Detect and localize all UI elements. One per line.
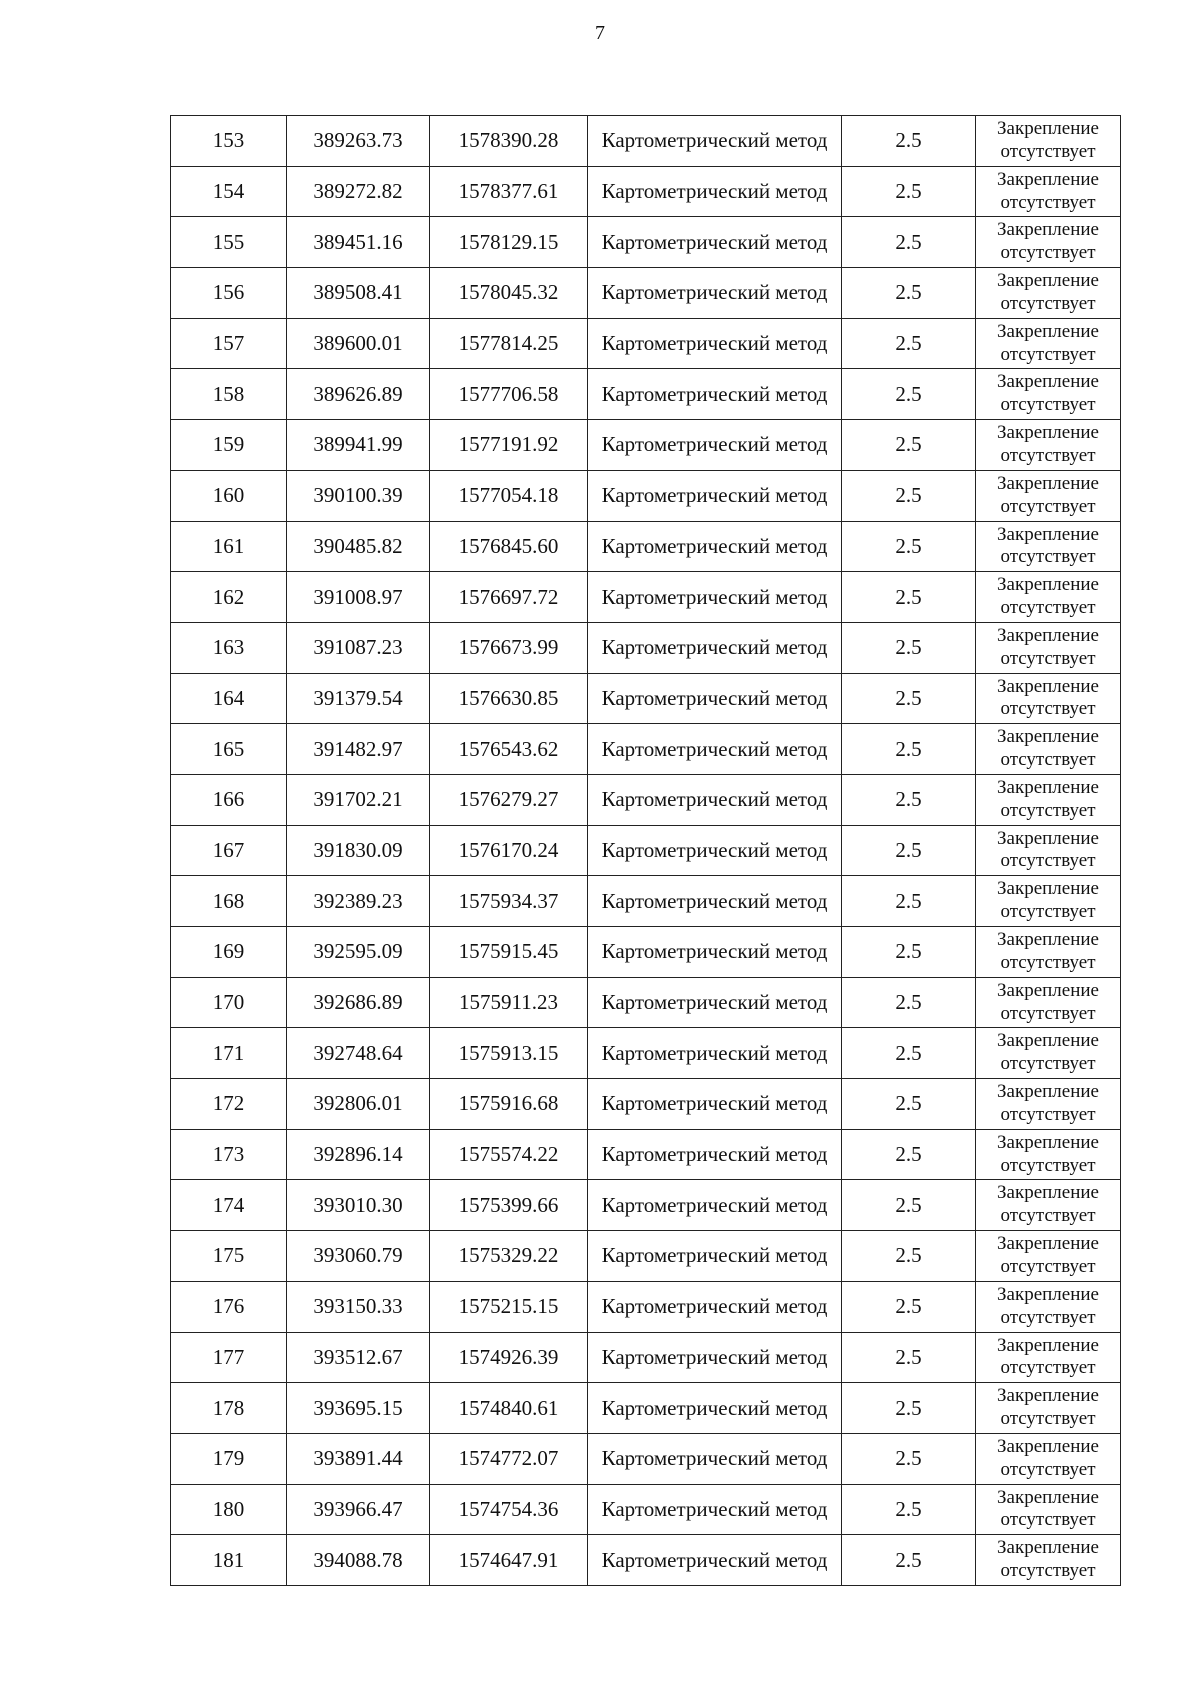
x-coordinate-cell: 393150.33	[287, 1281, 430, 1332]
x-coordinate-cell: 392896.14	[287, 1129, 430, 1180]
point-number-cell: 174	[171, 1180, 287, 1231]
method-cell: Картометрический метод	[588, 166, 842, 217]
point-number-cell: 163	[171, 622, 287, 673]
point-number-cell: 177	[171, 1332, 287, 1383]
note-cell: Закрепление отсутствует	[976, 1028, 1121, 1079]
table-row	[171, 1231, 1121, 1282]
method-cell: Картометрический метод	[588, 521, 842, 572]
note-cell: Закрепление отсутствует	[976, 1281, 1121, 1332]
point-number-cell: 166	[171, 774, 287, 825]
note-cell: Закрепление отсутствует	[976, 420, 1121, 471]
accuracy-cell: 2.5	[842, 1433, 976, 1484]
accuracy-cell: 2.5	[842, 318, 976, 369]
method-cell: Картометрический метод	[588, 977, 842, 1028]
x-coordinate-cell: 391008.97	[287, 572, 430, 623]
accuracy-cell: 2.5	[842, 1028, 976, 1079]
table-row	[171, 1079, 1121, 1130]
note-cell: Закрепление отсутствует	[976, 673, 1121, 724]
table-row	[171, 1484, 1121, 1535]
table-row	[171, 1281, 1121, 1332]
note-cell: Закрепление отсутствует	[976, 1433, 1121, 1484]
method-cell: Картометрический метод	[588, 217, 842, 268]
note-cell: Закрепление отсутствует	[976, 774, 1121, 825]
method-cell: Картометрический метод	[588, 673, 842, 724]
coordinates-table	[170, 115, 1121, 1586]
x-coordinate-cell: 392748.64	[287, 1028, 430, 1079]
point-number-cell: 176	[171, 1281, 287, 1332]
table-row	[171, 724, 1121, 775]
y-coordinate-cell: 1577706.58	[430, 369, 588, 420]
table-row	[171, 420, 1121, 471]
y-coordinate-cell: 1578390.28	[430, 116, 588, 167]
y-coordinate-cell: 1578377.61	[430, 166, 588, 217]
y-coordinate-cell: 1575574.22	[430, 1129, 588, 1180]
method-cell: Картометрический метод	[588, 1383, 842, 1434]
note-cell: Закрепление отсутствует	[976, 318, 1121, 369]
point-number-cell: 160	[171, 470, 287, 521]
table-row	[171, 1180, 1121, 1231]
accuracy-cell: 2.5	[842, 724, 976, 775]
accuracy-cell: 2.5	[842, 521, 976, 572]
y-coordinate-cell: 1576630.85	[430, 673, 588, 724]
x-coordinate-cell: 389600.01	[287, 318, 430, 369]
x-coordinate-cell: 389263.73	[287, 116, 430, 167]
note-cell: Закрепление отсутствует	[976, 1535, 1121, 1586]
method-cell: Картометрический метод	[588, 825, 842, 876]
point-number-cell: 170	[171, 977, 287, 1028]
point-number-cell: 157	[171, 318, 287, 369]
point-number-cell: 167	[171, 825, 287, 876]
point-number-cell: 180	[171, 1484, 287, 1535]
y-coordinate-cell: 1577054.18	[430, 470, 588, 521]
accuracy-cell: 2.5	[842, 673, 976, 724]
table-row	[171, 1129, 1121, 1180]
note-cell: Закрепление отсутствует	[976, 572, 1121, 623]
accuracy-cell: 2.5	[842, 977, 976, 1028]
y-coordinate-cell: 1574647.91	[430, 1535, 588, 1586]
y-coordinate-cell: 1576170.24	[430, 825, 588, 876]
accuracy-cell: 2.5	[842, 876, 976, 927]
y-coordinate-cell: 1574772.07	[430, 1433, 588, 1484]
note-cell: Закрепление отсутствует	[976, 217, 1121, 268]
accuracy-cell: 2.5	[842, 217, 976, 268]
point-number-cell: 154	[171, 166, 287, 217]
y-coordinate-cell: 1576845.60	[430, 521, 588, 572]
table-row	[171, 572, 1121, 623]
accuracy-cell: 2.5	[842, 470, 976, 521]
method-cell: Картометрический метод	[588, 1129, 842, 1180]
note-cell: Закрепление отсутствует	[976, 116, 1121, 167]
note-cell: Закрепление отсутствует	[976, 1332, 1121, 1383]
note-cell: Закрепление отсутствует	[976, 1079, 1121, 1130]
point-number-cell: 171	[171, 1028, 287, 1079]
y-coordinate-cell: 1574840.61	[430, 1383, 588, 1434]
method-cell: Картометрический метод	[588, 1028, 842, 1079]
table-row	[171, 318, 1121, 369]
x-coordinate-cell: 390485.82	[287, 521, 430, 572]
y-coordinate-cell: 1575911.23	[430, 977, 588, 1028]
x-coordinate-cell: 392595.09	[287, 927, 430, 978]
point-number-cell: 158	[171, 369, 287, 420]
x-coordinate-cell: 389272.82	[287, 166, 430, 217]
method-cell: Картометрический метод	[588, 1079, 842, 1130]
accuracy-cell: 2.5	[842, 166, 976, 217]
y-coordinate-cell: 1575329.22	[430, 1231, 588, 1282]
x-coordinate-cell: 389508.41	[287, 268, 430, 319]
note-cell: Закрепление отсутствует	[976, 268, 1121, 319]
method-cell: Картометрический метод	[588, 1332, 842, 1383]
x-coordinate-cell: 391830.09	[287, 825, 430, 876]
method-cell: Картометрический метод	[588, 1484, 842, 1535]
y-coordinate-cell: 1575913.15	[430, 1028, 588, 1079]
accuracy-cell: 2.5	[842, 369, 976, 420]
x-coordinate-cell: 393010.30	[287, 1180, 430, 1231]
method-cell: Картометрический метод	[588, 470, 842, 521]
note-cell: Закрепление отсутствует	[976, 876, 1121, 927]
point-number-cell: 178	[171, 1383, 287, 1434]
note-cell: Закрепление отсутствует	[976, 1484, 1121, 1535]
y-coordinate-cell: 1574926.39	[430, 1332, 588, 1383]
x-coordinate-cell: 392389.23	[287, 876, 430, 927]
table-row	[171, 1028, 1121, 1079]
x-coordinate-cell: 392806.01	[287, 1079, 430, 1130]
accuracy-cell: 2.5	[842, 268, 976, 319]
x-coordinate-cell: 390100.39	[287, 470, 430, 521]
point-number-cell: 173	[171, 1129, 287, 1180]
point-number-cell: 155	[171, 217, 287, 268]
accuracy-cell: 2.5	[842, 1079, 976, 1130]
y-coordinate-cell: 1575934.37	[430, 876, 588, 927]
table-row	[171, 1535, 1121, 1586]
table-row	[171, 977, 1121, 1028]
point-number-cell: 159	[171, 420, 287, 471]
point-number-cell: 164	[171, 673, 287, 724]
x-coordinate-cell: 393695.15	[287, 1383, 430, 1434]
accuracy-cell: 2.5	[842, 927, 976, 978]
note-cell: Закрепление отсутствует	[976, 927, 1121, 978]
method-cell: Картометрический метод	[588, 927, 842, 978]
note-cell: Закрепление отсутствует	[976, 470, 1121, 521]
x-coordinate-cell: 393966.47	[287, 1484, 430, 1535]
x-coordinate-cell: 389451.16	[287, 217, 430, 268]
x-coordinate-cell: 391087.23	[287, 622, 430, 673]
point-number-cell: 181	[171, 1535, 287, 1586]
accuracy-cell: 2.5	[842, 1535, 976, 1586]
x-coordinate-cell: 392686.89	[287, 977, 430, 1028]
point-number-cell: 165	[171, 724, 287, 775]
method-cell: Картометрический метод	[588, 1433, 842, 1484]
table-row	[171, 876, 1121, 927]
accuracy-cell: 2.5	[842, 1484, 976, 1535]
x-coordinate-cell: 394088.78	[287, 1535, 430, 1586]
table-row	[171, 217, 1121, 268]
point-number-cell: 172	[171, 1079, 287, 1130]
table-row	[171, 521, 1121, 572]
table-row	[171, 1433, 1121, 1484]
method-cell: Картометрический метод	[588, 1180, 842, 1231]
y-coordinate-cell: 1577814.25	[430, 318, 588, 369]
table-row	[171, 825, 1121, 876]
y-coordinate-cell: 1577191.92	[430, 420, 588, 471]
note-cell: Закрепление отсутствует	[976, 166, 1121, 217]
accuracy-cell: 2.5	[842, 825, 976, 876]
table-row	[171, 268, 1121, 319]
y-coordinate-cell: 1575399.66	[430, 1180, 588, 1231]
x-coordinate-cell: 389941.99	[287, 420, 430, 471]
note-cell: Закрепление отсутствует	[976, 1129, 1121, 1180]
accuracy-cell: 2.5	[842, 1281, 976, 1332]
point-number-cell: 162	[171, 572, 287, 623]
method-cell: Картометрический метод	[588, 622, 842, 673]
accuracy-cell: 2.5	[842, 116, 976, 167]
accuracy-cell: 2.5	[842, 1231, 976, 1282]
y-coordinate-cell: 1576673.99	[430, 622, 588, 673]
note-cell: Закрепление отсутствует	[976, 369, 1121, 420]
method-cell: Картометрический метод	[588, 1281, 842, 1332]
table-row	[171, 1383, 1121, 1434]
y-coordinate-cell: 1578129.15	[430, 217, 588, 268]
y-coordinate-cell: 1576543.62	[430, 724, 588, 775]
method-cell: Картометрический метод	[588, 1231, 842, 1282]
y-coordinate-cell: 1575916.68	[430, 1079, 588, 1130]
table-row	[171, 166, 1121, 217]
accuracy-cell: 2.5	[842, 1332, 976, 1383]
table-row	[171, 622, 1121, 673]
accuracy-cell: 2.5	[842, 572, 976, 623]
point-number-cell: 161	[171, 521, 287, 572]
method-cell: Картометрический метод	[588, 572, 842, 623]
table-row	[171, 369, 1121, 420]
table-row	[171, 470, 1121, 521]
accuracy-cell: 2.5	[842, 774, 976, 825]
page-number: 7	[595, 22, 605, 44]
table-row	[171, 774, 1121, 825]
coordinates-table-body	[171, 116, 1121, 1586]
y-coordinate-cell: 1576279.27	[430, 774, 588, 825]
point-number-cell: 169	[171, 927, 287, 978]
note-cell: Закрепление отсутствует	[976, 724, 1121, 775]
table-row	[171, 1332, 1121, 1383]
point-number-cell: 179	[171, 1433, 287, 1484]
x-coordinate-cell: 393512.67	[287, 1332, 430, 1383]
note-cell: Закрепление отсутствует	[976, 1383, 1121, 1434]
accuracy-cell: 2.5	[842, 622, 976, 673]
x-coordinate-cell: 391379.54	[287, 673, 430, 724]
x-coordinate-cell: 391702.21	[287, 774, 430, 825]
accuracy-cell: 2.5	[842, 420, 976, 471]
method-cell: Картометрический метод	[588, 116, 842, 167]
note-cell: Закрепление отсутствует	[976, 1231, 1121, 1282]
point-number-cell: 156	[171, 268, 287, 319]
method-cell: Картометрический метод	[588, 268, 842, 319]
method-cell: Картометрический метод	[588, 420, 842, 471]
x-coordinate-cell: 391482.97	[287, 724, 430, 775]
method-cell: Картометрический метод	[588, 369, 842, 420]
y-coordinate-cell: 1575215.15	[430, 1281, 588, 1332]
y-coordinate-cell: 1576697.72	[430, 572, 588, 623]
note-cell: Закрепление отсутствует	[976, 825, 1121, 876]
x-coordinate-cell: 393060.79	[287, 1231, 430, 1282]
y-coordinate-cell: 1574754.36	[430, 1484, 588, 1535]
note-cell: Закрепление отсутствует	[976, 977, 1121, 1028]
accuracy-cell: 2.5	[842, 1129, 976, 1180]
x-coordinate-cell: 393891.44	[287, 1433, 430, 1484]
note-cell: Закрепление отсутствует	[976, 1180, 1121, 1231]
note-cell: Закрепление отсутствует	[976, 521, 1121, 572]
accuracy-cell: 2.5	[842, 1180, 976, 1231]
x-coordinate-cell: 389626.89	[287, 369, 430, 420]
point-number-cell: 175	[171, 1231, 287, 1282]
method-cell: Картометрический метод	[588, 774, 842, 825]
table-row	[171, 116, 1121, 167]
method-cell: Картометрический метод	[588, 724, 842, 775]
accuracy-cell: 2.5	[842, 1383, 976, 1434]
table-row	[171, 673, 1121, 724]
table-row	[171, 927, 1121, 978]
y-coordinate-cell: 1575915.45	[430, 927, 588, 978]
point-number-cell: 153	[171, 116, 287, 167]
method-cell: Картометрический метод	[588, 1535, 842, 1586]
y-coordinate-cell: 1578045.32	[430, 268, 588, 319]
point-number-cell: 168	[171, 876, 287, 927]
method-cell: Картометрический метод	[588, 318, 842, 369]
method-cell: Картометрический метод	[588, 876, 842, 927]
note-cell: Закрепление отсутствует	[976, 622, 1121, 673]
